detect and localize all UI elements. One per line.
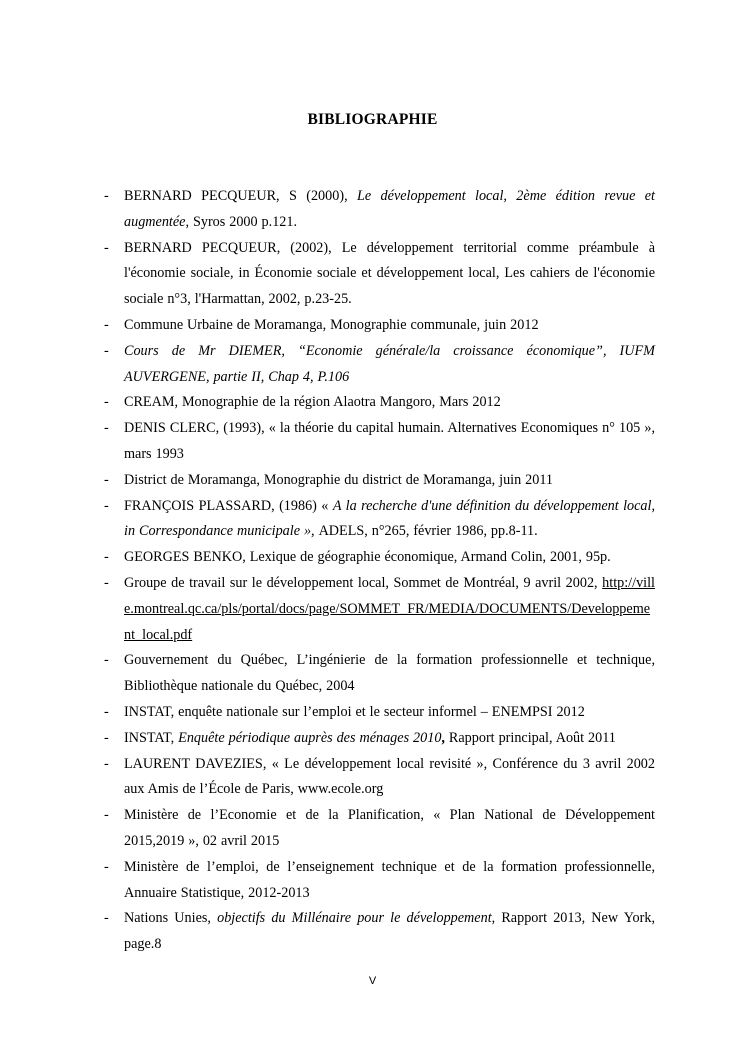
page-number: V <box>368 975 377 987</box>
bibliography-entry <box>0 803 655 855</box>
list-bullet: - <box>104 858 109 875</box>
entry-text <box>124 726 655 752</box>
bibliography-entry <box>0 752 655 804</box>
list-bullet: - <box>104 755 109 772</box>
entry-segment: DENIS CLERC, (1993), « la théorie du capital humain. Alternatives Economiques n° 105 », mars 1993 <box>124 420 655 462</box>
entry-segment: Le développement local, 2ème édition revue et augmentée <box>124 188 655 230</box>
list-bullet: - <box>104 652 109 669</box>
list-bullet: - <box>104 239 109 256</box>
entry-text <box>124 803 655 855</box>
entry-segment: FRANÇOIS PLASSARD, (1986) « <box>124 497 333 514</box>
entry-text <box>124 648 655 700</box>
entry-segment: GEORGES BENKO, Lexique de géographie économique, Armand Colin, 2001, 95p. <box>124 549 611 566</box>
entry-text <box>124 906 655 958</box>
bibliography-entry <box>0 648 655 700</box>
entry-text <box>124 752 655 804</box>
entry-text <box>124 545 655 571</box>
entry-text <box>124 313 655 339</box>
bibliography-entry <box>0 339 655 391</box>
bibliography-entry <box>0 313 655 339</box>
entry-segment: BERNARD PECQUEUR, (2002), Le développement territorial comme préambule à l'économie sociale, in Économie sociale et développement local, Les cahiers de l'économie sociale n°3, l'Harmattan, 2002, p.23-25. <box>124 239 655 308</box>
entry-text <box>124 468 655 494</box>
entry-segment: INSTAT, enquête nationale sur l’emploi et le secteur informel – ENEMPSI 2012 <box>124 703 585 720</box>
entry-segment: Enquête périodique auprès des ménages 2010 <box>178 729 442 746</box>
list-bullet: - <box>104 574 109 591</box>
entry-text <box>124 494 655 546</box>
entry-segment: , Rapport 2013, New York, page.8 <box>124 910 655 953</box>
entry-segment: Nations Unies, <box>124 910 218 927</box>
bibliography-list <box>0 184 655 958</box>
entry-text <box>124 184 655 236</box>
entry-text <box>124 571 655 648</box>
entry-segment: Cours de Mr DIEMER, “Economie générale/la croissance économique”, IUFM AUVERGENE, partie II, Chap 4, P.106 <box>124 342 655 385</box>
entry-segment: Commune Urbaine de Moramanga, Monographie communale, juin 2012 <box>124 316 539 333</box>
entry-segment: District de Moramanga, Monographie du district de Moramanga, juin 2011 <box>124 471 553 488</box>
bibliography-entry <box>0 236 655 313</box>
list-bullet: - <box>104 394 109 411</box>
entry-segment: A la recherche d'une définition du développement local, in Correspondance municipale », <box>124 497 655 540</box>
bibliography-entry <box>0 545 655 571</box>
entry-text <box>124 855 655 907</box>
entry-text <box>124 390 655 416</box>
entry-segment: , <box>441 729 445 746</box>
entry-segment: Gouvernement du Québec, L’ingénierie de la formation professionnelle et technique, Bibliothèque nationale du Québec, 2004 <box>124 652 655 695</box>
list-bullet: - <box>104 342 109 359</box>
bibliography-entry <box>0 855 655 907</box>
list-bullet: - <box>104 420 109 437</box>
bibliography-entry <box>0 571 655 648</box>
entry-segment: LAURENT DAVEZIES, « Le développement local revisité », Conférence du 3 avril 2002 aux Amis de l’École de Paris, www.ecole.org <box>124 755 655 798</box>
page-title: BIBLIOGRAPHIE <box>307 111 438 128</box>
entry-segment: BERNARD PECQUEUR, S (2000), <box>124 188 357 204</box>
list-bullet: - <box>104 729 109 746</box>
entry-segment: ADELS, n°265, février 1986, pp.8-11. <box>318 523 538 540</box>
list-bullet: - <box>104 910 109 927</box>
bibliography-entry <box>0 494 655 546</box>
bibliography-entry <box>0 390 655 416</box>
list-bullet: - <box>104 703 109 720</box>
entry-text <box>124 236 655 313</box>
entry-text <box>124 416 655 468</box>
entry-text <box>124 700 655 726</box>
entry-text <box>124 339 655 391</box>
list-bullet: - <box>104 316 109 333</box>
entry-segment: Ministère de l’emploi, de l’enseignement technique et de la formation professionnelle, Annuaire Statistique, 2012-2013 <box>124 858 655 901</box>
bibliography-entry <box>0 468 655 494</box>
reference-link[interactable]: http://ville.montreal.qc.ca/pls/portal/docs/page/SOMMET_FR/MEDIA/DOCUMENTS/Developpement_local.pdf <box>124 574 655 643</box>
entry-segment: Rapport principal, Août 2011 <box>444 729 616 746</box>
bibliography-entry <box>0 906 655 958</box>
entry-segment: Ministère de l’Economie et de la Planification, « Plan National de Développement 2015,2019 », 02 avril 2015 <box>124 807 655 849</box>
list-bullet: - <box>104 549 109 566</box>
list-bullet: - <box>104 807 109 824</box>
entry-segment: objectifs du Millénaire pour le développement <box>217 910 492 927</box>
entry-segment: Groupe de travail sur le développement local, Sommet de Montréal, 9 avril 2002, <box>124 574 603 591</box>
entry-segment: , Syros 2000 p.121. <box>185 213 298 230</box>
list-bullet: - <box>104 471 109 488</box>
entry-segment: INSTAT, <box>124 729 179 746</box>
list-bullet: - <box>104 497 109 514</box>
bibliography-entry <box>0 184 655 236</box>
bibliography-entry <box>0 726 655 752</box>
bibliography-entry <box>0 416 655 468</box>
entry-segment: CREAM, Monographie de la région Alaotra Mangoro, Mars 2012 <box>124 394 501 411</box>
bibliography-entry <box>0 700 655 726</box>
list-bullet: - <box>104 188 109 204</box>
